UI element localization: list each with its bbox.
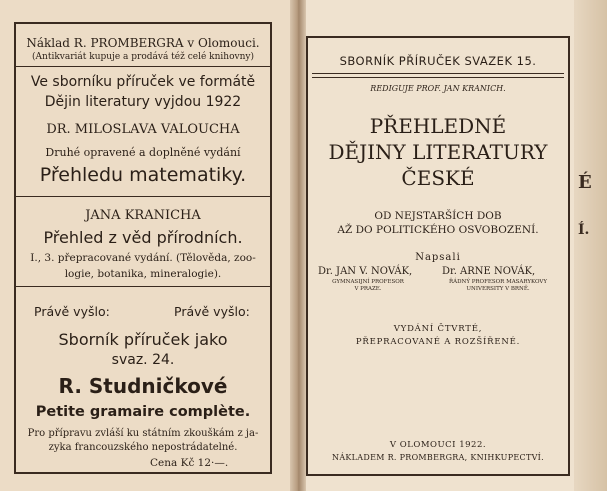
wrote-label: Napsali (415, 252, 461, 263)
author-jan-novak: Dr. JAN V. NOVÁK, (318, 266, 413, 277)
title-grammaire: Petite gramaire complète. (35, 404, 251, 420)
author-jan-novak-role-1: GYMNASIJNÍ PROFESOR (332, 279, 404, 285)
subtitle-line-1: OD NEJSTARŠÍCH DOB (374, 210, 502, 222)
title-line-3: ČESKÉ (401, 166, 475, 190)
natural-sciences-detail-2: logie, botanika, mineralogie). (64, 268, 222, 280)
editor-line: REDIGUJE PROF. JAN KRANICH. (370, 84, 506, 93)
divider (16, 66, 270, 67)
title-natural-sciences: Přehled z věd přírodních. (43, 228, 243, 247)
book-gutter (290, 0, 306, 491)
edition-line-2: PŘEPRACOVANÉ A ROZŠÍŘENÉ. (355, 337, 521, 347)
title-mathematics: Přehledu matematiky. (39, 164, 247, 186)
imprint-line-2: NÁKLADEM R. PROMBERGRA, KNIHKUPECTVÍ. (332, 453, 544, 462)
author-studnickova: R. Studničkové (58, 374, 228, 398)
author-arne-novak-role-2: UNIVERSITY V BRNĚ. (466, 286, 530, 292)
imprint-line-1: V OLOMOUCI 1922. (389, 440, 487, 450)
edition-line-1: VYDÁNÍ ČTVRTÉ, (393, 324, 483, 334)
author-arne-novak-role-1: ŘÁDNÝ PROFESOR MASARYKOVY (449, 279, 547, 285)
just-out-right: Právě vyšlo: (174, 304, 250, 319)
header-double-rule (312, 73, 564, 78)
divider (16, 196, 270, 197)
next-page-edge (574, 0, 607, 491)
author-kranich: JANA KRANICHA (85, 208, 201, 223)
natural-sciences-detail-1: I., 3. přepracované vydání. (Tělověda, zoo- (30, 252, 256, 264)
series-header: SBORNÍK PŘÍRUČEK SVAZEK 15. (339, 54, 537, 68)
series-line-1: Sborník příruček jako (58, 330, 228, 349)
publisher-note: (Antikvariát kupuje a prodává též celé knihovny) (32, 52, 254, 62)
author-arne-novak: Dr. ARNE NOVÁK, (442, 266, 536, 277)
just-out-left: Právě vyšlo: (34, 304, 110, 319)
author-valouch: DR. MILOSLAVA VALOUCHA (46, 122, 240, 137)
author-jan-novak-role-2: V PRAZE. (354, 286, 382, 292)
divider (16, 286, 270, 287)
title-line-2: DĚJINY LITERATURY (328, 140, 548, 164)
price: Cena Kč 12·—. (150, 457, 229, 469)
next-page-fragment-1: É (578, 172, 592, 193)
subtitle-line-2: AŽ DO POLITICKÉHO OSVOBOZENÍ. (337, 224, 539, 236)
grammaire-detail-1: Pro přípravu zvláší ku státním zkouškám z ja- (27, 428, 259, 439)
grammaire-detail-2: zyka francouzského nepostrádatelné. (48, 442, 238, 453)
next-page-fragment-2: Í. (578, 222, 590, 238)
series-line-2: svaz. 24. (111, 352, 175, 368)
title-line-1: PŘEHLEDNÉ (369, 114, 507, 138)
announce-line-2: Dějin literatury vyjdou 1922 (44, 94, 242, 110)
edition-note: Druhé opravené a doplněné vydání (45, 146, 241, 159)
announce-line-1: Ve sborníku příruček ve formátě (30, 74, 256, 90)
publisher-line: Náklad R. PROMBERGRA v Olomouci. (26, 36, 260, 50)
